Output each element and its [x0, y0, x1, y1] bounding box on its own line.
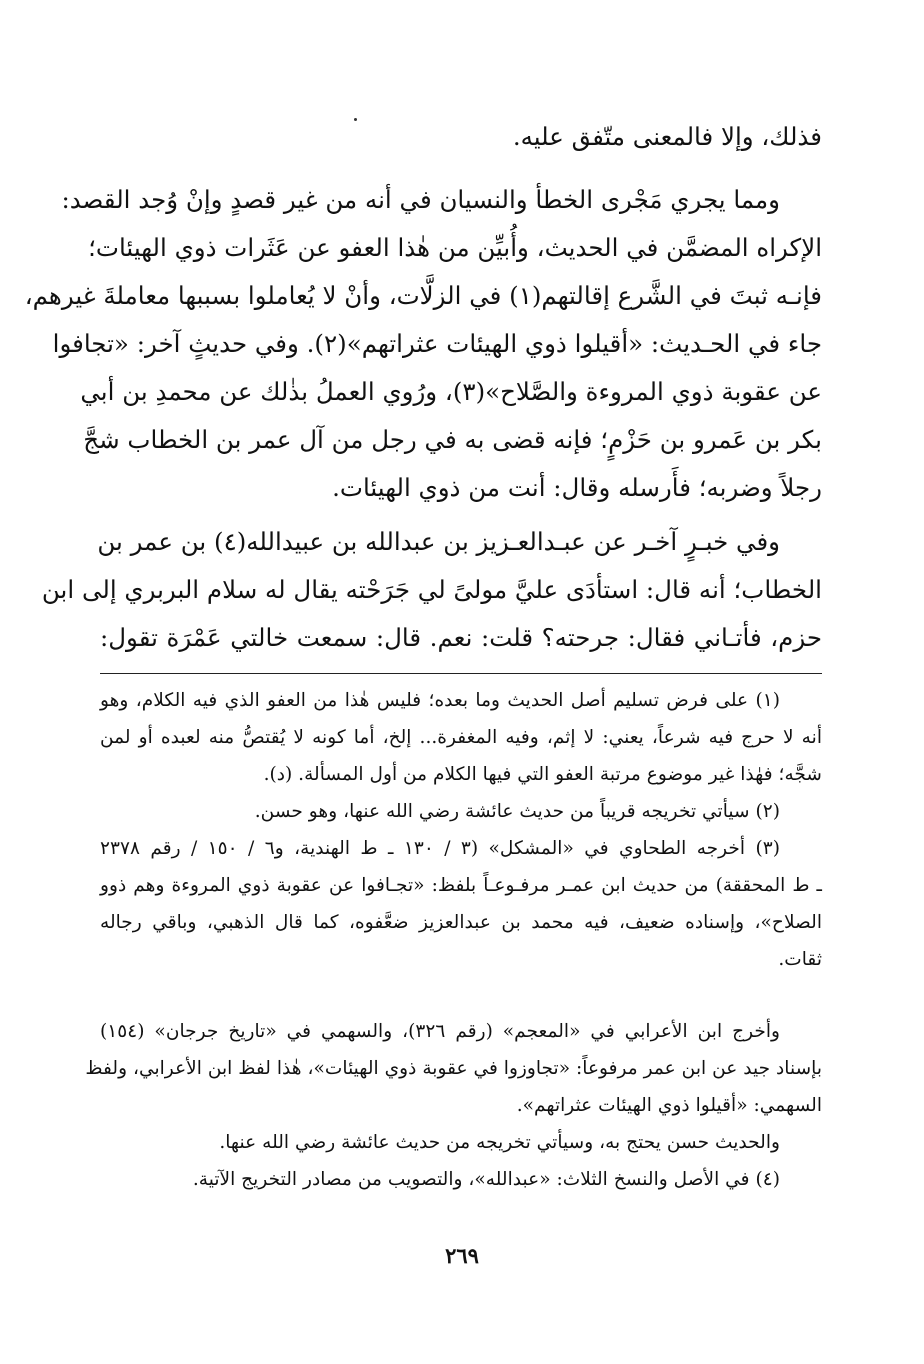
footnote-3-line: بإسناد جيد عن ابن عمر مرفوعاً: «تجاوزوا في عقوبة ذوي الهيئات»، هٰذا لفظ ابن الأعرابي، ولفظ [85, 1058, 822, 1079]
paragraph-coercion-and-dignitaries [24, 176, 822, 512]
footnote-3-line: الصلاح»، وإسناده ضعيف، فيه محمد بن عبدالعزيز ضعَّفوه، كما قال الذهبي، وباقي رجاله [100, 912, 822, 933]
page-number: ٢٦٩ [445, 1243, 479, 1268]
footnote-3-line: وأخرج ابن الأعرابي في «المعجم» (رقم ٣٢٦)، والسهمي في «تاريخ جرجان» (١٥٤) [100, 1021, 780, 1042]
text-line: حزم، فأتـاني فقال: جرحته؟ قلت: نعم. قال: سمعت خالتي عَمْرَة تقول: [100, 623, 822, 652]
text-line: ومما يجري مَجْرى الخطأ والنسيان في أنه من غير قصدٍ وإنْ وُجد القصد: [61, 185, 780, 214]
text-line: فذلك، وإلا فالمعنى متّفق عليه. [512, 122, 822, 151]
text-line: عن عقوبة ذوي المروءة والصَّلاح»(٣)، ورُوي العملُ بذٰلك عن محمدِ بن أبي [80, 377, 822, 406]
footnote-3-line: ـ ط المحققة) من حديث ابن عمـر مرفـوعـاً بلفظ: «تجـافوا عن عقوبة ذوي المروءة وهم ذوو [100, 875, 822, 896]
text-line: الإكراه المضمَّن في الحديث، وأُبيِّن من هٰذا العفو عن عَثَرات ذوي الهيئات؛ [88, 233, 822, 262]
footnote-3-line: (٣) أخرجه الطحاوي في «المشكل» (٣ / ١٣٠ ـ ط الهندية، و٦ / ١٥٠ / رقم ٢٣٧٨ [100, 838, 781, 859]
footnote-3-line: السهمي: «أقيلوا ذوي الهيئات عثراتهم». [516, 1095, 822, 1116]
footnote-3-line: والحديث حسن يحتج به، وسيأتي تخريجه من حديث عائشة رضي الله عنها. [219, 1132, 780, 1153]
text-line: وفي خبـرٍ آخـر عن عبـدالعـزيز بن عبدالله بن عبيدالله(٤) بن عمر بن [97, 527, 780, 556]
footnote-separator [100, 673, 822, 674]
footnote-4-line: (٤) في الأصل والنسخ الثلاث: «عبدالله»، والتصويب من مصادر التخريج الآتية. [192, 1169, 780, 1190]
footnote-1-line: شجَّه؛ فهٰذا غير موضوع مرتبة العفو التي فيها الكلام من أول المسألة. (د). [263, 764, 822, 785]
footnote-1-line: أنه لا حرج فيه شرعاً، يعني: لا إثم، وفيه المغفرة... إلخ، أما كونه لا يُقتصُّ منه لعبده أو لمن [100, 727, 822, 748]
text-line: الخطاب؛ أنه قال: استأدَى عليَّ مولىً لي جَرَحْته يقال له سلام البربري إلى ابن [41, 575, 822, 604]
footnote-1-line: (١) على فرض تسليم أصل الحديث وما بعده؛ فليس هٰذا من العفو الذي فيه الكلام، وهو [100, 690, 780, 711]
paragraph-continuation [100, 113, 822, 161]
footnotes-block [100, 682, 822, 978]
text-line: فإنـه ثبتَ في الشَّرع إقالتهم(١) في الزلَّات، وأنْ لا يُعاملوا بسببها معاملةَ غيرهم، [24, 281, 822, 310]
text-line: رجلاً وضربه؛ فأَرسله وقال: أنت من ذوي الهيئات. [332, 473, 822, 502]
text-line: جاء في الحـديث: «أقيلوا ذوي الهيئات عثراتهم»(٢). وفي حديثٍ آخر: «تجافوا [52, 329, 822, 358]
footnotes-block-continued [85, 1013, 822, 1198]
footnote-3-line: ثقات. [778, 949, 822, 970]
text-line: بكر بن عَمرو بن حَزْمٍ؛ فإنه قضى به في رجل من آل عمر بن الخطاب شجَّ [83, 425, 822, 454]
footnote-2-line: (٢) سيأتي تخريجه قريباً من حديث عائشة رضي الله عنها، وهو حسن. [254, 801, 780, 822]
paragraph-another-report [41, 518, 822, 662]
